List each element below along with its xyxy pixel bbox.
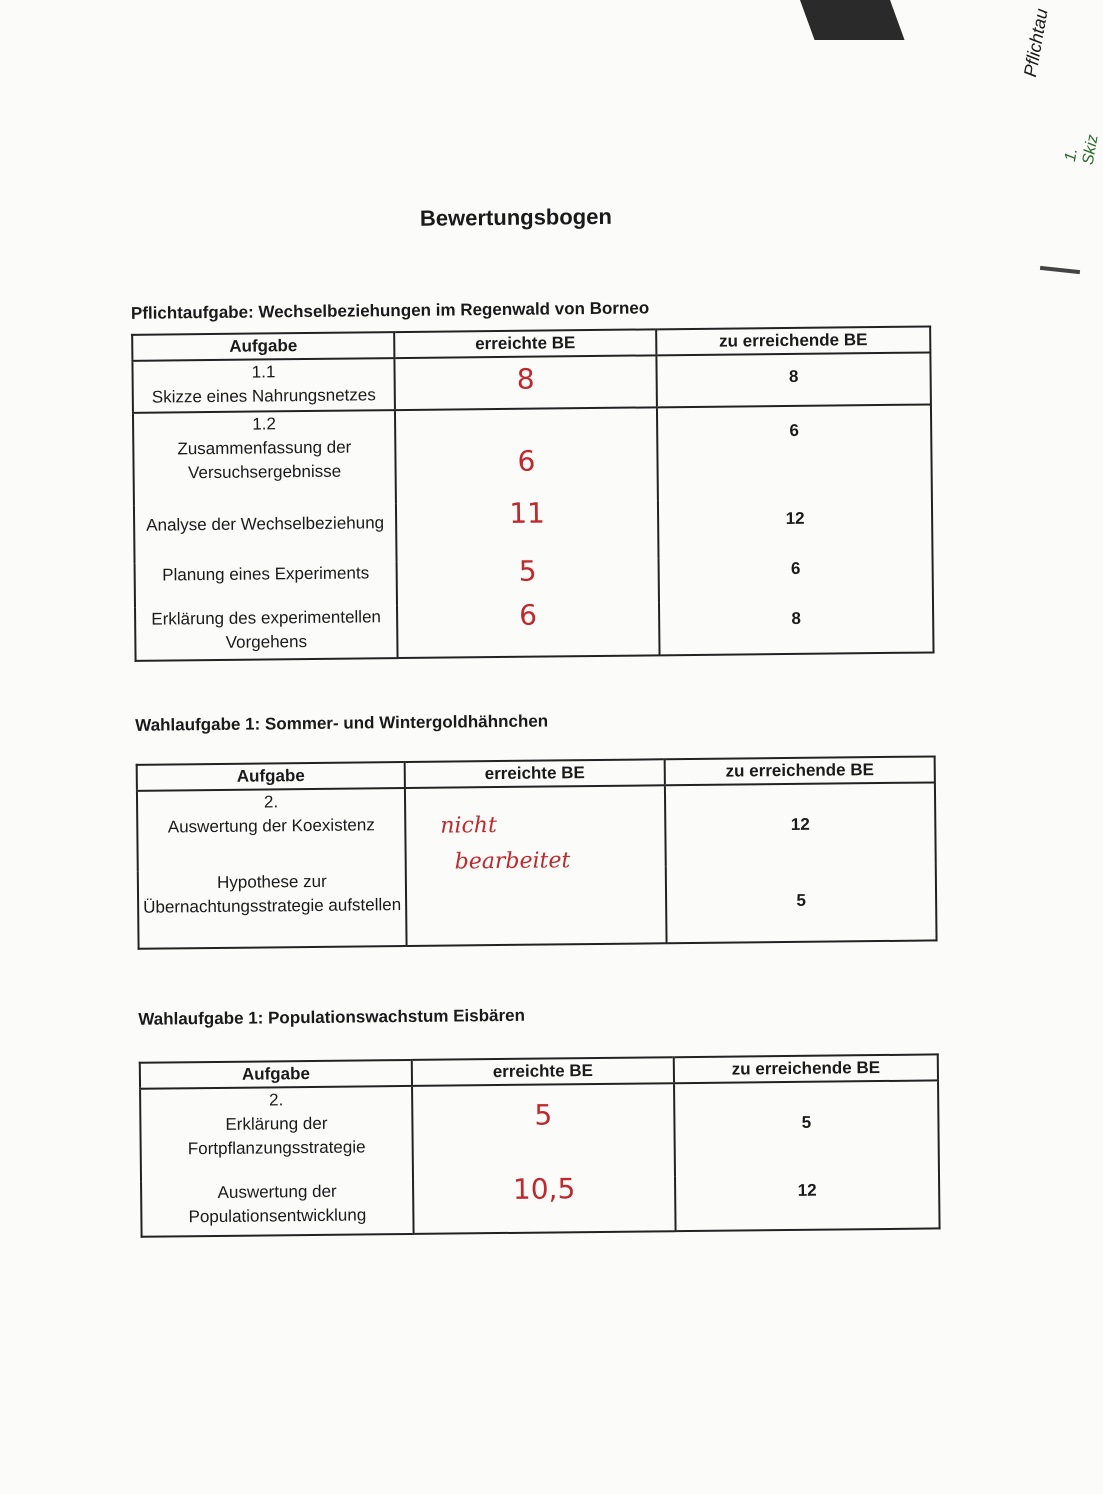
handwritten-note: nicht bbox=[440, 813, 497, 839]
max-score: 8 bbox=[788, 366, 799, 386]
task-label: Auswertung der Koexistenz bbox=[167, 815, 375, 837]
max-score: 5 bbox=[796, 890, 806, 910]
task-label: Erklärung des experimentellen Vorgehens bbox=[151, 607, 382, 652]
max-score: 12 bbox=[785, 508, 805, 528]
achieved-score: 8 bbox=[516, 362, 535, 396]
max-score: 6 bbox=[789, 420, 800, 440]
col-header-achieved: erreichte BE bbox=[412, 1057, 674, 1086]
table-row bbox=[141, 1173, 940, 1236]
col-header-task: Aufgabe bbox=[137, 762, 405, 791]
achieved-score: 5 bbox=[518, 554, 537, 588]
section2-table bbox=[136, 755, 938, 949]
max-score: 12 bbox=[790, 814, 810, 834]
section2-heading: Wahlaufgabe 1: Sommer- und Wintergoldhähnchen bbox=[135, 711, 549, 735]
task-label: Planung eines Experiments bbox=[162, 563, 370, 585]
table-row bbox=[133, 404, 932, 505]
achieved-score: 11 bbox=[509, 496, 546, 530]
achieved-score: 6 bbox=[519, 598, 538, 632]
task-number: 1.1 bbox=[251, 362, 276, 382]
table-row bbox=[135, 599, 934, 660]
task-label: Zusammenfassung der Versuchsergebnisse bbox=[177, 437, 352, 483]
section3-table bbox=[139, 1053, 941, 1237]
page-title: Bewertungsbogen bbox=[419, 203, 612, 231]
achieved-score: 5 bbox=[534, 1098, 553, 1132]
col-header-task: Aufgabe bbox=[140, 1060, 412, 1089]
task-label: Hypothese zur Übernachtungsstrategie aufstellen bbox=[143, 871, 402, 917]
col-header-achieved: erreichte BE bbox=[405, 759, 665, 788]
max-score: 12 bbox=[797, 1180, 817, 1200]
task-number: 1.2 bbox=[252, 414, 277, 434]
achieved-score: 10,5 bbox=[512, 1172, 576, 1206]
col-header-max: zu erreichende BE bbox=[656, 326, 930, 355]
section1-heading: Pflichtaufgabe: Wechselbeziehungen im Regenwald von Borneo bbox=[130, 298, 650, 323]
section3-heading: Wahlaufgabe 1: Populationswachstum Eisbären bbox=[138, 1005, 526, 1029]
table-row bbox=[137, 782, 936, 871]
max-score: 5 bbox=[801, 1112, 812, 1132]
task-number: 2. bbox=[268, 1090, 284, 1110]
table-row bbox=[140, 1080, 939, 1181]
col-header-max: zu erreichende BE bbox=[674, 1054, 938, 1083]
col-header-task: Aufgabe bbox=[132, 332, 394, 361]
task-number: 2. bbox=[263, 792, 279, 812]
task-label: Skizze eines Nahrungsnetzes bbox=[151, 385, 376, 407]
task-label: Auswertung der Populationsentwicklung bbox=[188, 1181, 367, 1227]
max-score: 8 bbox=[791, 608, 801, 628]
col-header-achieved: erreichte BE bbox=[394, 329, 656, 358]
handwritten-note: bearbeitet bbox=[454, 848, 571, 875]
achieved-score: 6 bbox=[517, 444, 536, 478]
table-row bbox=[132, 352, 931, 412]
adjacent-page-note: 1. Skiz bbox=[1062, 133, 1102, 167]
col-header-max: zu erreichende BE bbox=[665, 756, 935, 785]
section1-table bbox=[131, 325, 934, 661]
task-label: Erklärung der Fortpflanzungsstrategie bbox=[187, 1113, 366, 1159]
max-score: 6 bbox=[790, 558, 801, 578]
task-label: Analyse der Wechselbeziehung bbox=[146, 513, 385, 535]
adjacent-page-text: Pflichtau bbox=[1020, 7, 1052, 79]
